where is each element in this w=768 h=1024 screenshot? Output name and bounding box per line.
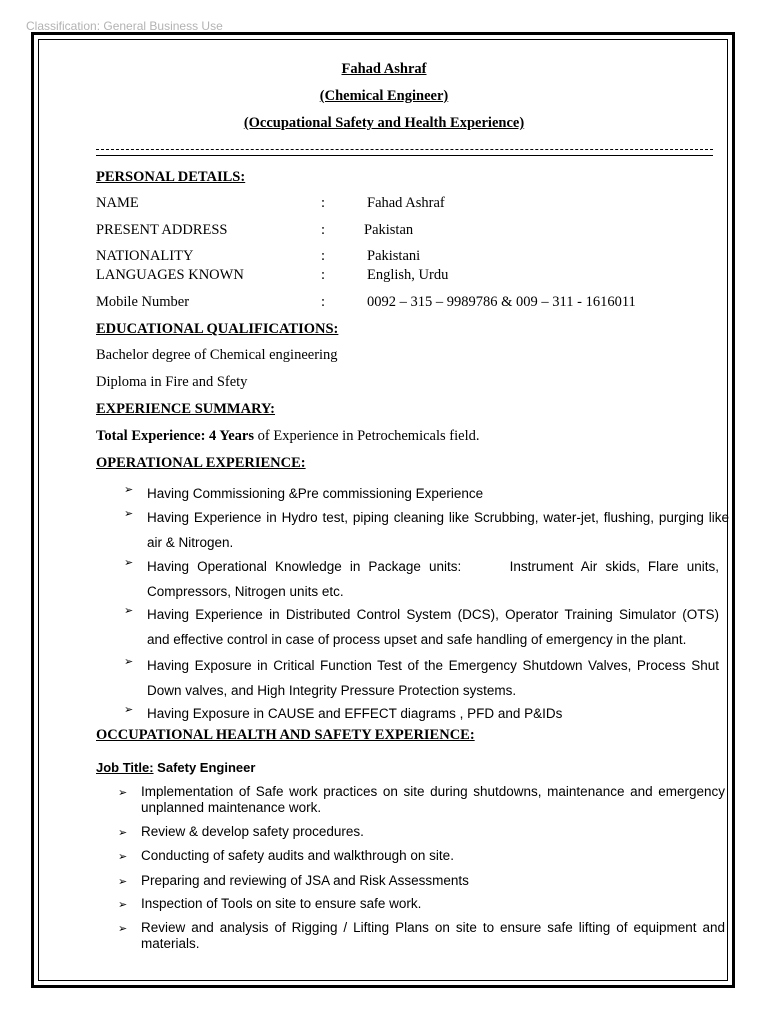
operational-heading: OPERATIONAL EXPERIENCE: — [96, 455, 306, 471]
personal-value: Pakistan — [364, 222, 414, 238]
operational-item-text: Having Exposure in Critical Function Test of the Emergency Shutdown Valves, Process Shut Down valves, and High Integrity Pressure Protection systems. — [147, 658, 719, 698]
arrow-bullet-icon: ➢ — [118, 898, 128, 911]
arrow-bullet-icon: ➢ — [124, 655, 134, 668]
arrow-bullet-icon: ➢ — [124, 703, 134, 716]
personal-label: NATIONALITY — [96, 248, 194, 264]
personal-label: Mobile Number — [96, 294, 190, 310]
personal-label: LANGUAGES KNOWN — [96, 267, 244, 283]
ohs-item-text: Review & develop safety procedures. — [141, 824, 364, 839]
personal-separator: : — [321, 195, 326, 211]
arrow-bullet-icon: ➢ — [118, 875, 128, 888]
personal-value: 0092 – 315 – 9989786 & 009 – 311 - 1616011 — [367, 294, 636, 310]
arrow-bullet-icon: ➢ — [118, 922, 128, 935]
operational-item-text: Having Experience in Hydro test, piping cleaning like Scrubbing, water-jet, flushing, purging like air & Nitrogen. — [147, 510, 729, 550]
arrow-bullet-icon: ➢ — [124, 483, 134, 496]
ohs-item-text: Inspection of Tools on site to ensure safe work. — [141, 896, 422, 911]
operational-item-text: Having Commissioning &Pre commissioning Experience — [147, 486, 484, 501]
arrow-bullet-icon: ➢ — [124, 507, 134, 520]
personal-details-heading: PERSONAL DETAILS: — [96, 169, 246, 185]
arrow-bullet-icon: ➢ — [118, 786, 128, 799]
classification-label: Classification: General Business Use — [26, 19, 223, 33]
personal-separator: : — [321, 267, 326, 283]
arrow-bullet-icon: ➢ — [118, 826, 128, 839]
total-experience-rest: of Experience in Petrochemicals field. — [257, 428, 480, 444]
ohs-heading: OCCUPATIONAL HEALTH AND SAFETY EXPERIENCE: — [96, 727, 475, 743]
arrow-bullet-icon: ➢ — [118, 850, 128, 863]
operational-item-text: Having Operational Knowledge in Package units: Instrument Air skids, Flare units, Compressors, Nitrogen units etc. — [147, 559, 723, 599]
candidate-title: (Chemical Engineer) — [319, 88, 449, 104]
personal-separator: : — [321, 248, 326, 264]
personal-value: Fahad Ashraf — [367, 195, 445, 211]
ohs-item-text: Preparing and reviewing of JSA and Risk Assessments — [141, 873, 469, 888]
personal-value: English, Urdu — [367, 267, 449, 283]
education-item: Bachelor degree of Chemical engineering — [96, 347, 338, 363]
personal-separator: : — [321, 294, 326, 310]
total-experience-years: 4 Years — [209, 428, 255, 444]
personal-label: PRESENT ADDRESS — [96, 222, 228, 238]
job-title — [96, 760, 255, 775]
experience-summary-heading: EXPERIENCE SUMMARY: — [96, 401, 276, 417]
job-title-value: Safety Engineer — [157, 760, 256, 775]
total-experience-label: Total Experience: — [96, 428, 206, 444]
ohs-item-text: Implementation of Safe work practices on site during shutdowns, maintenance and emergency unplanned maintenance work. — [141, 784, 725, 815]
personal-separator: : — [321, 222, 326, 238]
education-heading: EDUCATIONAL QUALIFICATIONS: — [96, 321, 339, 337]
ohs-item-text: Review and analysis of Rigging / Lifting Plans on site to ensure safe lifting of equipment and materials. — [141, 920, 725, 951]
candidate-subtitle: (Occupational Safety and Health Experience) — [243, 115, 525, 131]
personal-value: Pakistani — [367, 248, 421, 264]
arrow-bullet-icon: ➢ — [124, 604, 134, 617]
ohs-item-text: Conducting of safety audits and walkthrough on site. — [141, 848, 454, 863]
operational-item-text: Having Exposure in CAUSE and EFFECT diagrams , PFD and P&IDs — [147, 706, 563, 721]
job-title-label: Job Title: — [96, 760, 154, 775]
header-divider-dashed — [96, 149, 713, 150]
operational-item-text: Having Experience in Distributed Control System (DCS), Operator Training Simulator (OTS) and effective control in case of process upset and safe handling of emergency in the plant. — [147, 607, 719, 647]
education-item: Diploma in Fire and Sfety — [96, 374, 248, 390]
arrow-bullet-icon: ➢ — [124, 556, 134, 569]
candidate-name: Fahad Ashraf — [341, 61, 427, 77]
header-divider-solid — [96, 155, 713, 156]
total-experience — [96, 428, 479, 445]
personal-label: NAME — [96, 195, 139, 211]
